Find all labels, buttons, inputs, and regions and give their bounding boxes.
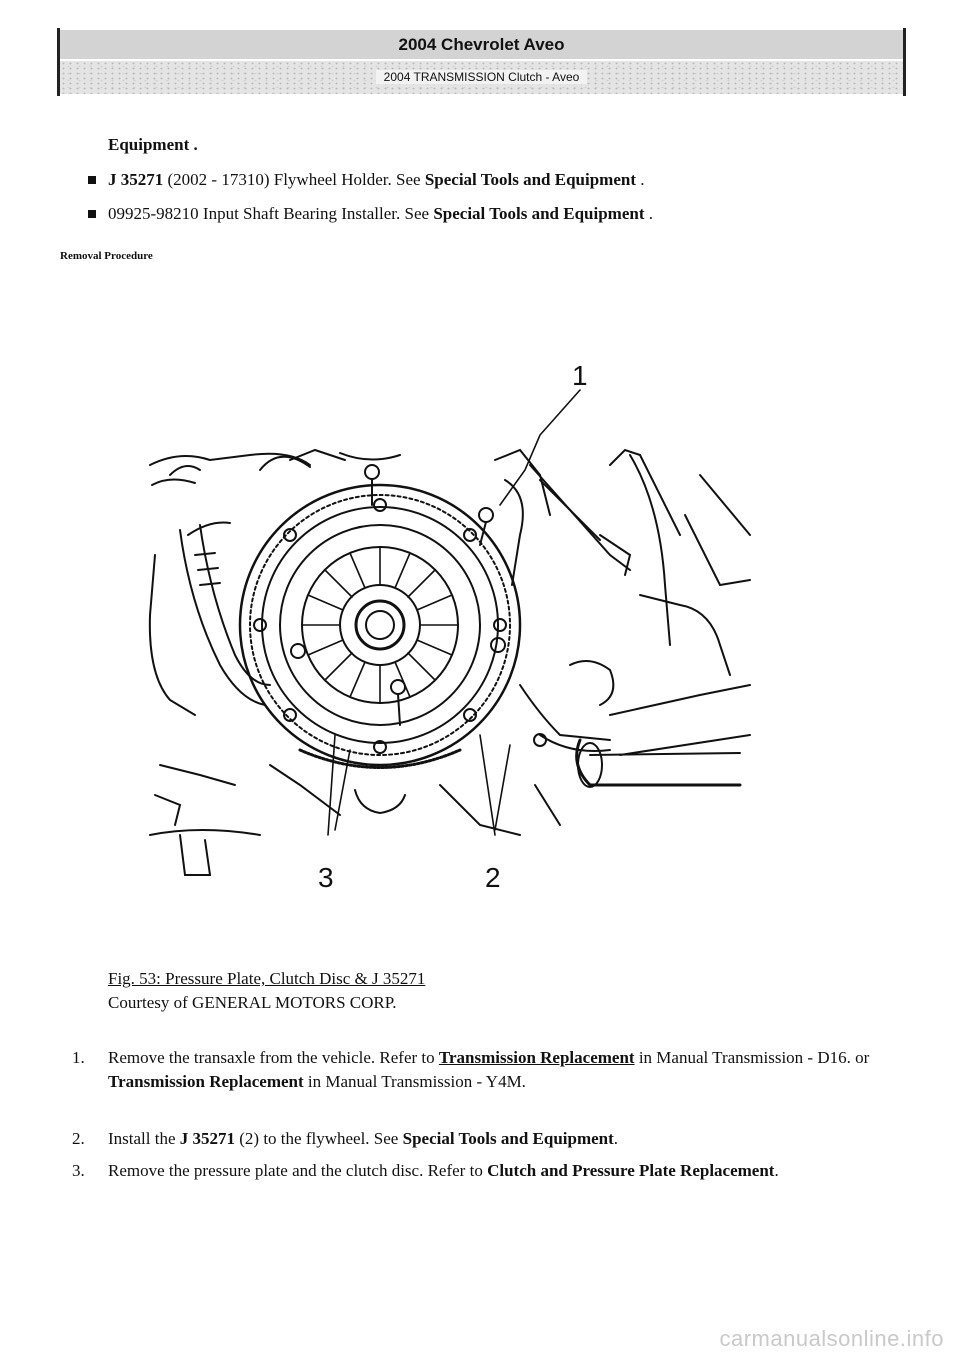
step-number: 2. [72, 1129, 85, 1148]
figure-credit: Courtesy of GENERAL MOTORS CORP. [108, 993, 397, 1012]
document-header [57, 28, 906, 96]
step-2: Install the J 35271 (2) to the flywheel. See Special Tools and Equipment. [108, 1129, 619, 1148]
step-1: Remove the transaxle from the vehicle. Refer to Transmission Replacement in Manual Transmission - D16. or Transmission Replacement in Manual Transmission - Y4M. [108, 1048, 870, 1091]
header-subtitle-text: 2004 TRANSMISSION Clutch - Aveo [376, 70, 588, 84]
clutch-diagram-figure [140, 355, 760, 900]
clutch-diagram [140, 355, 760, 900]
transmission-replacement-link[interactable]: Transmission Replacement [438, 1048, 635, 1067]
tool-number: J 35271 [108, 170, 164, 189]
equipment-continued: Equipment . [108, 135, 198, 154]
bullet-icon [88, 210, 96, 218]
header-subtitle [60, 61, 903, 94]
special-tools-link[interactable]: Special Tools and Equipment [433, 204, 645, 223]
clutch-replacement-link[interactable]: Clutch and Pressure Plate Replacement [487, 1161, 775, 1180]
step-3: Remove the pressure plate and the clutch disc. Refer to Clutch and Pressure Plate Replacement. [108, 1161, 779, 1180]
step-number: 3. [72, 1161, 85, 1180]
header-title: 2004 Chevrolet Aveo [60, 30, 903, 59]
equipment-item-bearing-installer: 09925-98210 Input Shaft Bearing Installer. See Special Tools and Equipment . [108, 204, 653, 223]
tool-number: J 35271 [179, 1129, 236, 1148]
callout-1: 1 [572, 360, 588, 391]
equipment-item-flywheel-holder: J 35271 (2002 - 17310) Flywheel Holder. See Special Tools and Equipment . [108, 170, 645, 189]
step-number: 1. [72, 1048, 85, 1067]
special-tools-link[interactable]: Special Tools and Equipment [402, 1129, 614, 1148]
bullet-icon [88, 176, 96, 184]
callout-2: 2 [485, 862, 501, 893]
special-tools-link[interactable]: Special Tools and Equipment [424, 170, 636, 189]
figure-caption[interactable]: Fig. 53: Pressure Plate, Clutch Disc & J 35271 [108, 969, 426, 988]
figure-caption-block [108, 967, 425, 1015]
callout-3: 3 [318, 862, 334, 893]
section-heading: Removal Procedure [60, 250, 153, 262]
site-watermark: carmanualsonline.info [719, 1326, 944, 1351]
transmission-replacement-link[interactable]: Transmission Replacement [108, 1072, 304, 1091]
